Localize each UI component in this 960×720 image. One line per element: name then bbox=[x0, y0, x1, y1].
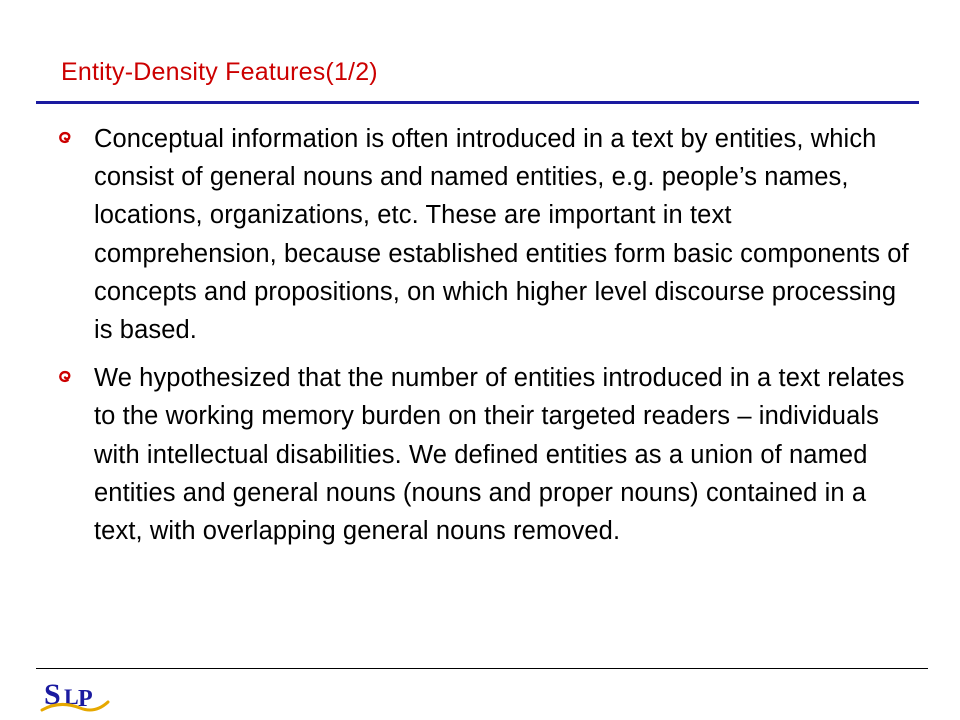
bullet-list bbox=[56, 120, 916, 560]
bullet-item bbox=[56, 120, 916, 349]
footer-divider bbox=[36, 668, 928, 669]
red-swirl-bullet-icon bbox=[56, 368, 74, 386]
bullet-item bbox=[56, 359, 916, 550]
svg-text:S: S bbox=[44, 678, 61, 711]
svg-text:P: P bbox=[78, 686, 93, 712]
bullet-text: We hypothesized that the number of entities introduced in a text relates to the working memory burden on their targeted readers – individuals with intellectual disabilities. We defined entities as a union of named entities and general nouns (nouns and proper nouns) contained in a text, with overlapping general nouns removed. bbox=[94, 364, 905, 546]
svg-text:L: L bbox=[64, 684, 79, 709]
red-swirl-bullet-icon bbox=[56, 129, 74, 147]
bullet-text: Conceptual information is often introduced in a text by entities, which consist of general nouns and named entities, e.g. people’s names, locations, organizations, etc. These are important in text comprehension, because established entities form basic components of concepts and propositions, on which higher level discourse processing is based. bbox=[94, 125, 909, 345]
slp-logo-icon bbox=[40, 674, 116, 716]
title-divider bbox=[36, 101, 919, 104]
slide-title: Entity-Density Features(1/2) bbox=[61, 58, 378, 86]
